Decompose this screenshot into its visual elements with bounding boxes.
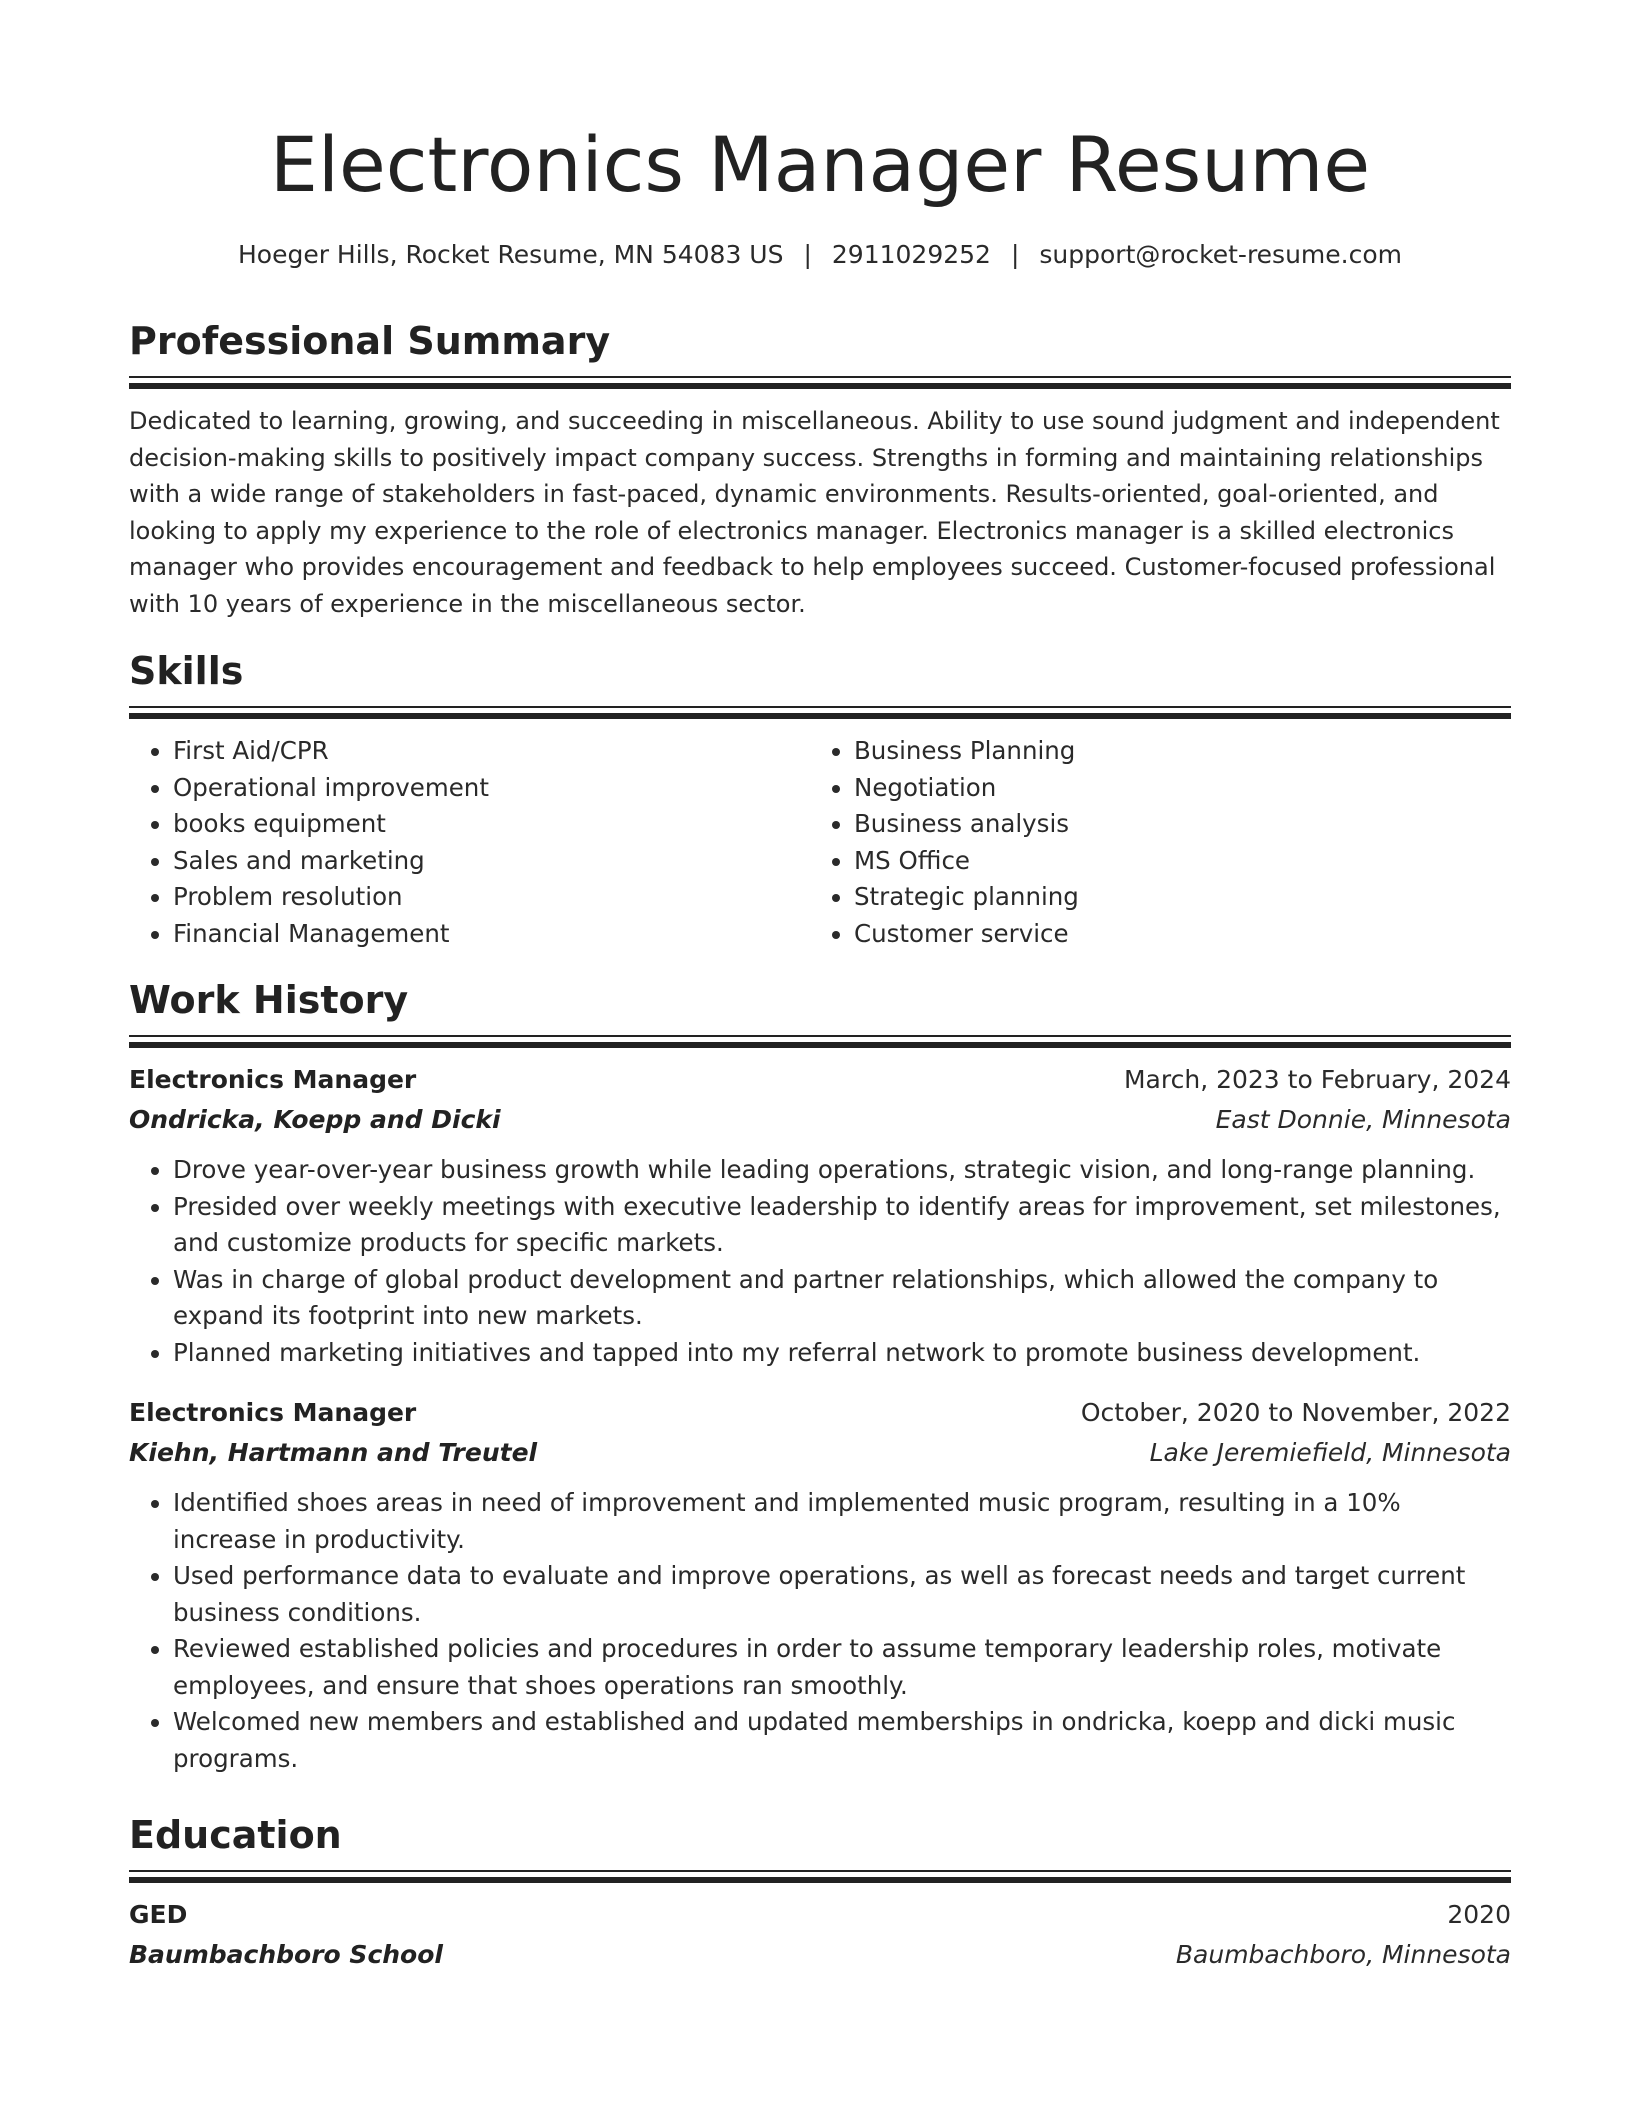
summary-section [129, 318, 1511, 622]
school-name: Baumbachboro School [129, 1940, 443, 1969]
job-bullets [129, 1485, 1511, 1777]
section-rule [129, 1870, 1511, 1883]
job-header [129, 1393, 1511, 1433]
section-rule [129, 376, 1511, 389]
job-dates: March, 2023 to February, 2024 [1123, 1065, 1511, 1094]
job-entry [129, 1393, 1511, 1777]
summary-text: Dedicated to learning, growing, and succeeding in miscellaneous. Ability to use sound judgment and independent decision-making skills to positively impact company success. Strengths in forming and maintaining relationships with a wide range of stakeholders in fast-paced, dynamic environments. Results-oriented, goal-oriented, and looking to apply my experience to the role of electronics manager. Electronics manager is a skilled electronics manager who provides encouragement and feedback to help employees succeed. Customer-focused professional with 10 years of experience in the miscellaneous sector. [129, 407, 1500, 618]
skill-item: • Strategic planning [854, 879, 1491, 916]
skill-item: • Operational improvement [173, 770, 810, 807]
contact-separator: | [1010, 240, 1020, 269]
skill-item: • Business Planning [854, 733, 1491, 770]
job-location: Lake Jeremiefield, Minnesota [1149, 1438, 1511, 1467]
section-heading: Work History [129, 978, 409, 1022]
job-header [129, 1060, 1511, 1100]
job-bullet: • Identified shoes areas in need of improvement and implemented music program, resulting in a 10% increase in productivity. [173, 1485, 1511, 1558]
job-company: Ondricka, Koepp and Dicki [129, 1105, 501, 1134]
skills-list-left [129, 733, 810, 952]
skill-item: • Negotiation [854, 770, 1491, 807]
job-bullet: • Used performance data to evaluate and improve operations, as well as forecast needs and target current business conditions. [173, 1558, 1511, 1631]
education-section [129, 1812, 1511, 1975]
job-location: East Donnie, Minnesota [1215, 1105, 1511, 1134]
section-rule [129, 1035, 1511, 1048]
skills-section [129, 648, 1511, 952]
job-bullet: • Was in charge of global product development and partner relationships, which allowed the company to expand its footprint into new markets. [173, 1262, 1511, 1335]
skill-item: • Sales and marketing [173, 843, 810, 880]
job-subheader [129, 1433, 1511, 1473]
job-title: Electronics Manager [129, 1398, 417, 1427]
education-entry [129, 1895, 1511, 1975]
email: support@rocket-resume.com [1039, 240, 1403, 269]
contact-line [129, 240, 1511, 269]
skill-item: • Financial Management [173, 916, 810, 953]
education-subheader [129, 1935, 1511, 1975]
section-heading: Professional Summary [129, 319, 611, 363]
job-entry [129, 1060, 1511, 1371]
section-heading: Education [129, 1813, 342, 1857]
job-subheader [129, 1100, 1511, 1140]
job-title: Electronics Manager [129, 1065, 417, 1094]
job-bullet: • Presided over weekly meetings with executive leadership to identify areas for improvement, set milestones, and customize products for specific markets. [173, 1189, 1511, 1262]
contact-separator: | [803, 240, 812, 269]
job-bullet: • Welcomed new members and established and updated memberships in ondricka, koepp and dicki music programs. [173, 1704, 1511, 1777]
graduation-year: 2020 [1447, 1900, 1511, 1929]
job-bullet: • Drove year-over-year business growth while leading operations, strategic vision, and long-range planning. [173, 1152, 1511, 1189]
job-bullet: • Planned marketing initiatives and tapped into my referral network to promote business development. [173, 1335, 1511, 1372]
skill-item: • Customer service [854, 916, 1491, 953]
skill-item: • First Aid/CPR [173, 733, 810, 770]
resume-title: Electronics Manager Resume [269, 120, 1371, 209]
skill-item: • books equipment [173, 806, 810, 843]
address: Hoeger Hills, Rocket Resume, MN 54083 US [237, 240, 784, 269]
skills-columns [129, 733, 1511, 952]
degree: GED [129, 1900, 188, 1929]
job-bullets [129, 1152, 1511, 1371]
skill-item: • MS Office [854, 843, 1491, 880]
job-bullet: • Reviewed established policies and procedures in order to assume temporary leadership roles, motivate employees, and ensure that shoes operations ran smoothly. [173, 1631, 1511, 1704]
school-location: Baumbachboro, Minnesota [1175, 1940, 1511, 1969]
work-history-section [129, 977, 1511, 1777]
phone: 2911029252 [831, 240, 991, 269]
skill-item: • Business analysis [854, 806, 1491, 843]
skills-list-right [810, 733, 1491, 952]
section-rule [129, 706, 1511, 719]
section-heading: Skills [129, 649, 244, 693]
job-dates: October, 2020 to November, 2022 [1080, 1398, 1511, 1427]
job-company: Kiehn, Hartmann and Treutel [129, 1438, 538, 1467]
education-header [129, 1895, 1511, 1935]
skill-item: • Problem resolution [173, 879, 810, 916]
